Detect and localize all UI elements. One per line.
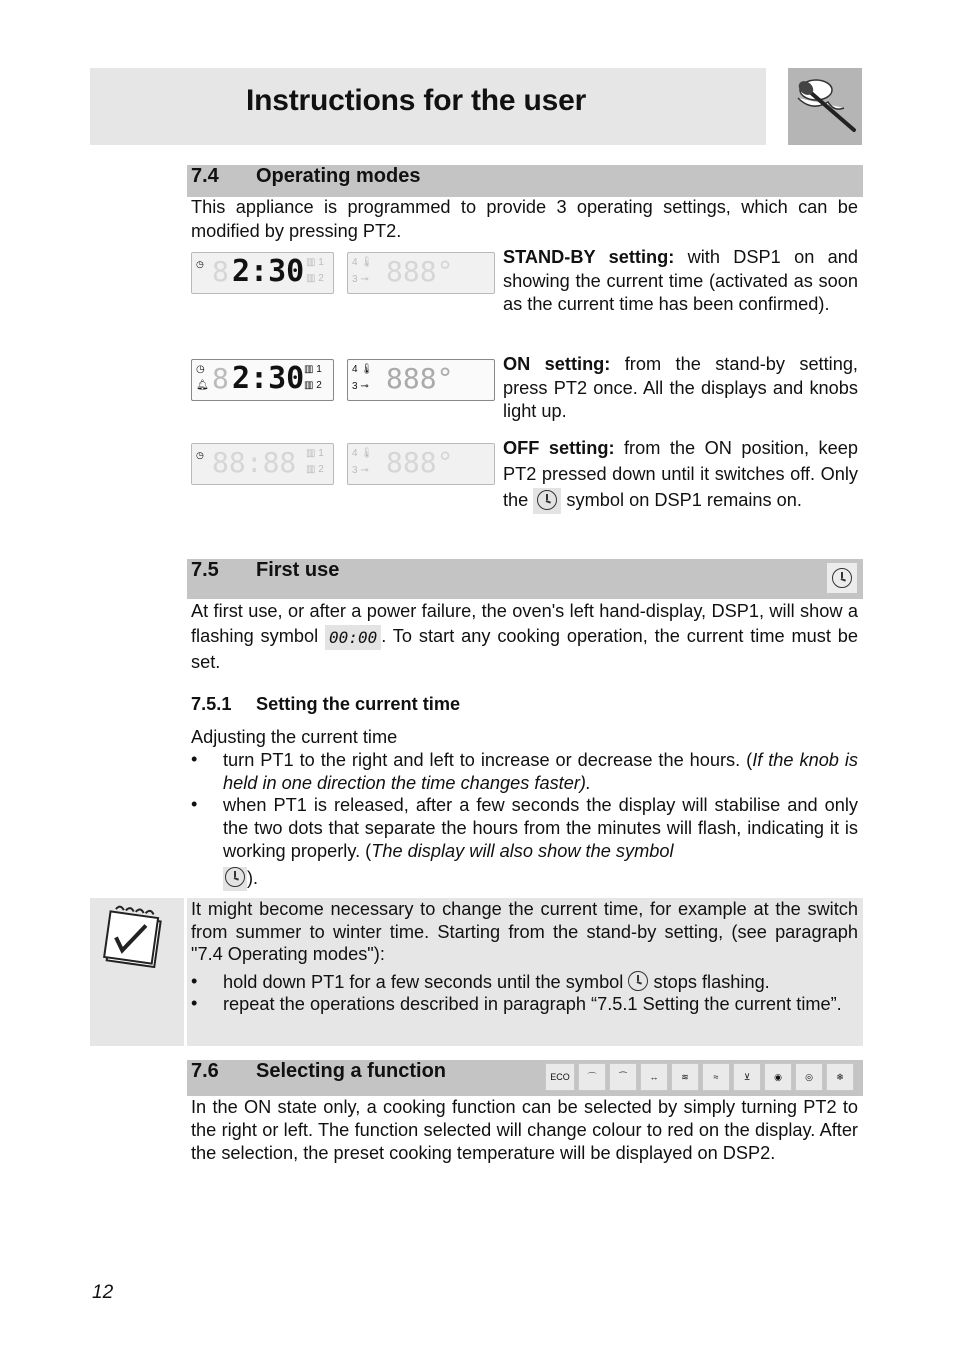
fan-grill-icon: ≈	[702, 1063, 730, 1091]
standby-label: STAND-BY setting:	[503, 247, 675, 267]
section-7-6-number: 7.6	[191, 1060, 219, 1082]
defrost-icon: ❄	[826, 1063, 854, 1091]
function-icon: ▥ 1	[304, 364, 322, 375]
bullet-dot: •	[191, 749, 198, 769]
thermometer-icon: 4 🌡	[352, 257, 374, 268]
page-number: 12	[92, 1282, 114, 1303]
first-use-text-2: . To start any cooking operation, the current time must be set.	[191, 626, 858, 672]
turbo-icon: ⊻	[733, 1063, 761, 1091]
section-7-6-text: In the ON state only, a cooking function can be selected by simply turning PT2 to the right or left. The function selected will change colour to red on the display. After the selection, the preset cooking temperature will be displayed on DSP2.	[191, 1097, 858, 1163]
grill-icon: ⁀	[609, 1063, 637, 1091]
clock-icon	[225, 867, 245, 887]
off-text-1: from the ON position, keep PT2 pressed down until it switches off. Only the	[503, 438, 858, 510]
function-icon: ▥ 2	[306, 464, 324, 475]
bullet-2-italic: The display will also show the symbol	[371, 841, 674, 861]
standby-text: with DSP1 on and showing the current time (activated as soon as the current time has been confirmed).	[503, 247, 858, 314]
subsection-7-5-1-number: 7.5.1	[191, 694, 232, 714]
note-icon-area	[90, 898, 187, 1046]
note-bullet-1a: hold down PT1 for a few seconds until the symbol	[223, 972, 624, 992]
note-bullet-1	[223, 971, 858, 995]
bullet-dot: •	[191, 993, 198, 1013]
dsp1-dim-time: 88:88	[212, 446, 297, 479]
bullet-2-end-line	[223, 867, 258, 891]
dsp1-dim-digit: 8	[212, 255, 229, 288]
function-icon: ▥ 2	[304, 380, 322, 391]
section-7-5-number: 7.5	[191, 559, 219, 581]
adjusting-label: Adjusting the current time	[191, 727, 398, 747]
dsp2-on-panel	[347, 359, 495, 401]
bottom-fan-icon: ↔	[640, 1063, 668, 1091]
first-use-text-1: At first use, or after a power failure, the oven's left hand-display, DSP1, will show a flashing symbol	[191, 601, 858, 646]
function-icon: ▥ 1	[306, 257, 324, 268]
thermometer-icon: 4 🌡	[352, 448, 374, 459]
dsp1-on-panel	[191, 359, 334, 401]
bullet-2	[223, 794, 858, 863]
notepad-check-icon	[90, 898, 184, 1046]
on-description	[503, 353, 858, 424]
dsp1-off-panel	[191, 443, 334, 485]
dsp1-time: 2:30	[232, 361, 305, 396]
top-bottom-heat-icon: ⌒	[578, 1063, 606, 1091]
probe-icon: 3 ⊸	[352, 465, 369, 476]
bullet-1-text: turn PT1 to the right and left to increase or decrease the hours. (	[223, 750, 753, 770]
fan-icon: ◉	[764, 1063, 792, 1091]
fan-heat-icon: ≋	[671, 1063, 699, 1091]
first-use-paragraph	[191, 599, 858, 675]
subsection-7-5-1-title: Setting the current time	[256, 694, 461, 714]
bullet-2-text: when PT1 is released, after a few seconds the display will stabilise and only the two dots that separate the hours from the minutes will flash, indicating it is working properly. (	[223, 795, 858, 861]
bullet-2-end: ).	[247, 868, 259, 888]
off-description	[503, 435, 858, 514]
bullet-dot: •	[191, 971, 198, 991]
bell-icon: 🔔︎	[196, 380, 209, 391]
clock-icon	[628, 971, 648, 991]
page-title: Instructions for the user	[246, 84, 587, 117]
bullet-1	[223, 749, 858, 794]
section-7-4-title: Operating modes	[256, 165, 421, 187]
dsp1-standby-panel	[191, 252, 334, 294]
on-text: from the stand-by setting, press PT2 once. All the displays and knobs light up.	[503, 354, 858, 421]
off-label: OFF setting:	[503, 438, 615, 458]
clock-icon	[537, 490, 557, 510]
bullet-1-italic: If the knob is held in one direction the time changes faster).	[223, 750, 858, 793]
function-icon: ▥ 1	[306, 448, 324, 459]
section-7-5-title: First use	[256, 559, 340, 581]
chef-spoon-logo	[788, 68, 862, 145]
probe-icon: 3 ⊸	[352, 381, 369, 392]
section-7-4-intro: This appliance is programmed to provide 3 operating settings, which can be modified by pressing PT2.	[191, 197, 858, 241]
dsp2-digits: 888°	[386, 255, 454, 288]
dsp2-digits: 888°	[386, 362, 454, 395]
dsp2-standby-panel	[347, 252, 495, 294]
dsp1-dim-digit: 8	[212, 362, 229, 395]
note-text: It might become necessary to change the current time, for example at the switch from summer to winter time. Starting from the stand-by setting, (see paragraph "7.4 Operating modes"):	[191, 899, 858, 964]
circular-fan-icon: ◎	[795, 1063, 823, 1091]
clock-icon: ◷	[196, 259, 204, 269]
clock-icon	[832, 568, 852, 588]
section-7-6-title: Selecting a function	[256, 1060, 447, 1082]
probe-icon: 3 ⊸	[352, 274, 369, 285]
on-label: ON setting:	[503, 354, 611, 374]
clock-symbol-box	[223, 867, 247, 891]
dsp2-digits: 888°	[386, 446, 454, 479]
section-7-4-number: 7.4	[191, 165, 219, 187]
dsp2-off-panel	[347, 443, 495, 485]
standby-description	[503, 246, 858, 317]
function-icon: ▥ 2	[306, 273, 324, 284]
clock-symbol-box	[533, 488, 561, 514]
dsp1-time: 2:30	[232, 254, 305, 289]
flashing-symbol: 00:00	[325, 625, 381, 650]
thermometer-icon: 4 🌡	[352, 364, 374, 375]
clock-icon: ◷	[196, 450, 204, 460]
function-icons-row	[542, 1063, 854, 1091]
note-bullet-1b: stops flashing.	[653, 972, 770, 992]
eco-icon: ECO	[545, 1063, 575, 1091]
bullet-dot: •	[191, 794, 198, 814]
clock-icon: ◷	[196, 364, 205, 375]
off-text-2: symbol on DSP1 remains on.	[566, 490, 802, 510]
clock-icon-box	[827, 563, 857, 593]
note-bullet-2: repeat the operations described in paragraph “7.5.1 Setting the current time”.	[223, 994, 842, 1014]
